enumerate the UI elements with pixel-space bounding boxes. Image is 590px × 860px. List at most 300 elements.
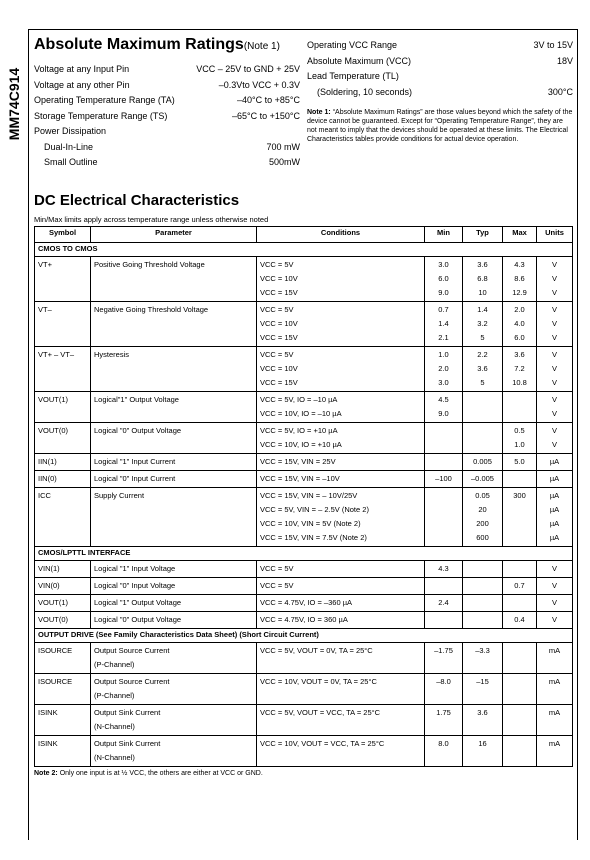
- cell-line: VCC = 5V: [260, 260, 294, 269]
- cell-line: 300: [513, 491, 526, 500]
- cell-line: V: [551, 395, 557, 404]
- section-title: CMOS TO CMOS: [35, 243, 573, 257]
- rating-row: [34, 124, 300, 140]
- max-cell: [503, 578, 537, 595]
- rating-row: [34, 62, 300, 78]
- cell-line: VCC = 15V: [260, 333, 298, 342]
- typ-cell: [463, 392, 503, 423]
- table-row: [35, 595, 573, 612]
- units-cell: [537, 347, 573, 392]
- conditions-cell: [257, 454, 425, 471]
- symbol-text: ISINK: [38, 708, 58, 717]
- units-cell: [537, 257, 573, 302]
- rating-row: [307, 85, 573, 101]
- cell-line: VCC = 10V: [260, 364, 298, 373]
- cell-line: V: [551, 409, 557, 418]
- parameter-cell: [91, 595, 257, 612]
- parameter-cell: [91, 643, 257, 674]
- conditions-cell: [257, 578, 425, 595]
- cell-line: 1.4: [477, 305, 488, 314]
- rating-label: Operating VCC Range: [307, 40, 398, 50]
- typ-cell: [463, 705, 503, 736]
- cell-line: 8.0: [438, 739, 449, 748]
- dc-characteristics: [34, 192, 572, 777]
- rating-row: [34, 109, 300, 125]
- conditions-cell: [257, 488, 425, 547]
- rating-value: –0.3Vto VCC + 0.3V: [218, 79, 300, 90]
- units-cell: [537, 674, 573, 705]
- cell-line: VCC = 5V: [260, 581, 294, 590]
- cell-line: 8.6: [514, 274, 525, 283]
- typ-cell: [463, 561, 503, 578]
- cell-line: 600: [476, 533, 489, 542]
- cell-line: µA: [549, 519, 560, 528]
- conditions-cell: [257, 423, 425, 454]
- cell-line: 3.0: [438, 378, 449, 387]
- conditions-cell: [257, 674, 425, 705]
- typ-cell: [463, 423, 503, 454]
- cell-line: V: [551, 319, 557, 328]
- conditions-cell: [257, 392, 425, 423]
- rating-row: [307, 69, 573, 85]
- section-title: CMOS/LPTTL INTERFACE: [35, 547, 573, 561]
- top-rule: [28, 29, 578, 30]
- min-cell: [425, 347, 463, 392]
- symbol-cell: [35, 595, 91, 612]
- cell-line: 4.0: [514, 319, 525, 328]
- column-header: Parameter: [91, 227, 257, 243]
- max-cell: [503, 595, 537, 612]
- cell-line: mA: [548, 739, 561, 748]
- parameter-cell: [91, 392, 257, 423]
- max-cell: [503, 471, 537, 488]
- rating-label: Voltage at any other Pin: [34, 79, 130, 90]
- parameter-text: Logical "0" Output Voltage: [94, 615, 182, 624]
- cell-line: 0.7: [438, 305, 449, 314]
- cell-line: mA: [548, 677, 561, 686]
- min-cell: [425, 595, 463, 612]
- cell-line: mA: [548, 646, 561, 655]
- max-cell: [503, 454, 537, 471]
- cell-line: 0.5: [514, 426, 525, 435]
- rating-row: [34, 140, 300, 156]
- conditions-cell: [257, 736, 425, 767]
- max-cell: [503, 643, 537, 674]
- cell-line: 1.4: [438, 319, 449, 328]
- cell-line: 2.0: [514, 305, 525, 314]
- symbol-text: VOUT(1): [38, 598, 68, 607]
- parameter-text: Negative Going Threshold Voltage: [94, 305, 209, 314]
- cell-line: 4.5: [438, 395, 449, 404]
- symbol-cell: [35, 302, 91, 347]
- cell-line: VCC = 4.75V, IO = 360 µA: [260, 615, 348, 624]
- cell-line: VCC = 15V, VIN = 25V: [260, 457, 336, 466]
- note-1-text: “Absolute Maximum Ratings” are those values beyond which the safety of the device cannot be guaranteed. Except for “Operating Temperature Range”, they are not meant to imply that the devices should be operated at these limits. The Electrical Characteristics tables provide conditions for actual device operation.: [307, 109, 573, 143]
- rating-row: [307, 54, 573, 70]
- cell-line: 2.4: [438, 598, 449, 607]
- table-row: [35, 257, 573, 302]
- min-cell: [425, 392, 463, 423]
- dc-subtitle: Min/Max limits apply across temperature range unless otherwise noted: [34, 215, 269, 224]
- section-header-row: [35, 547, 573, 561]
- cell-line: VCC = 10V: [260, 319, 298, 328]
- symbol-cell: [35, 736, 91, 767]
- left-rule: [28, 29, 29, 840]
- note-1: [307, 108, 573, 144]
- cell-line: VCC = 5V, VOUT = VCC, TA = 25°C: [260, 708, 381, 717]
- cell-line: 1.0: [438, 350, 449, 359]
- min-cell: [425, 257, 463, 302]
- conditions-cell: [257, 595, 425, 612]
- cell-line: VCC = 10V, VIN = 5V (Note 2): [260, 519, 361, 528]
- symbol-cell: [35, 392, 91, 423]
- min-cell: [425, 471, 463, 488]
- cell-line: 0.05: [475, 491, 490, 500]
- symbol-cell: [35, 612, 91, 629]
- max-cell: [503, 257, 537, 302]
- column-header: Conditions: [257, 227, 425, 243]
- parameter-subtext: (P-Channel): [94, 660, 135, 669]
- typ-cell: [463, 736, 503, 767]
- cell-line: VCC = 5V, IO = –10 µA: [260, 395, 338, 404]
- conditions-cell: [257, 257, 425, 302]
- max-cell: [503, 392, 537, 423]
- parameter-text: Output Sink Current: [94, 708, 161, 717]
- cell-line: 6.0: [438, 274, 449, 283]
- cell-line: VCC = 10V, IO = +10 µA: [260, 440, 342, 449]
- parameter-text: Output Source Current: [94, 677, 170, 686]
- cell-line: 0.005: [473, 457, 492, 466]
- parameter-cell: [91, 257, 257, 302]
- symbol-cell: [35, 423, 91, 454]
- symbol-cell: [35, 561, 91, 578]
- typ-cell: [463, 612, 503, 629]
- column-header: Units: [537, 227, 573, 243]
- units-cell: [537, 612, 573, 629]
- cell-line: 3.2: [477, 319, 488, 328]
- conditions-cell: [257, 705, 425, 736]
- table-row: [35, 705, 573, 736]
- symbol-text: VT+ – VT–: [38, 350, 75, 359]
- rating-label: Dual-In-Line: [44, 141, 94, 152]
- cell-line: V: [551, 426, 557, 435]
- rating-label: Storage Temperature Range (TS): [34, 110, 168, 121]
- rating-value: 700 mW: [266, 141, 300, 152]
- typ-cell: [463, 488, 503, 547]
- typ-cell: [463, 471, 503, 488]
- max-cell: [503, 561, 537, 578]
- table-row: [35, 454, 573, 471]
- parameter-text: Output Sink Current: [94, 739, 161, 748]
- absolute-max-ratings-left: [34, 36, 300, 171]
- rating-label: Power Dissipation: [34, 126, 107, 136]
- dc-table-body: [35, 243, 573, 767]
- cell-line: V: [551, 260, 557, 269]
- cell-line: VCC = 5V, VOUT = 0V, TA = 25°C: [260, 646, 373, 655]
- cell-line: VCC = 4.75V, IO = –360 µA: [260, 598, 353, 607]
- symbol-text: IIN(0): [38, 474, 57, 483]
- conditions-cell: [257, 643, 425, 674]
- cell-line: 3.6: [477, 260, 488, 269]
- typ-cell: [463, 674, 503, 705]
- cell-line: VCC = 5V, IO = +10 µA: [260, 426, 338, 435]
- min-cell: [425, 423, 463, 454]
- rating-label: Absolute Maximum (VCC): [307, 55, 412, 66]
- symbol-text: IIN(1): [38, 457, 57, 466]
- cell-line: V: [551, 564, 557, 573]
- right-rule: [577, 29, 578, 840]
- parameter-text: Logical "0" Input Current: [94, 474, 176, 483]
- parameter-text: Supply Current: [94, 491, 145, 500]
- typ-cell: [463, 302, 503, 347]
- table-row: [35, 392, 573, 423]
- symbol-text: VIN(0): [38, 581, 60, 590]
- amr-right-list: [307, 38, 573, 100]
- rating-value: –40°C to +85°C: [237, 95, 300, 105]
- cell-line: V: [551, 598, 557, 607]
- conditions-cell: [257, 561, 425, 578]
- column-header: Min: [425, 227, 463, 243]
- cell-line: 2.0: [438, 364, 449, 373]
- cell-line: 5.0: [514, 457, 525, 466]
- parameter-text: Logical "1" Input Voltage: [94, 564, 176, 573]
- cell-line: 7.2: [514, 364, 525, 373]
- cell-line: 2.1: [438, 333, 449, 342]
- units-cell: [537, 454, 573, 471]
- note-2-text: Only one input is at ½ VCC, the others are either at VCC or GND.: [59, 770, 263, 777]
- column-header: Symbol: [35, 227, 91, 243]
- rating-value: 500mW: [268, 157, 300, 167]
- note-2: [34, 770, 572, 777]
- cell-line: V: [551, 274, 557, 283]
- symbol-text: VIN(1): [38, 564, 60, 573]
- cell-line: V: [551, 440, 557, 449]
- cell-line: V: [551, 615, 557, 624]
- min-cell: [425, 454, 463, 471]
- min-cell: [425, 736, 463, 767]
- parameter-cell: [91, 612, 257, 629]
- cell-line: –3.3: [475, 646, 490, 655]
- cell-line: VCC = 15V: [260, 288, 298, 297]
- amr-title: Absolute Maximum Ratings: [34, 36, 244, 53]
- rating-row: [34, 93, 300, 109]
- symbol-text: VOUT(1): [38, 395, 68, 404]
- section-title: OUTPUT DRIVE (See Family Characteristics Data Sheet) (Short Circuit Current): [35, 629, 573, 643]
- cell-line: 4.3: [438, 564, 449, 573]
- cell-line: VCC = 15V: [260, 378, 298, 387]
- note-1-label: Note 1:: [307, 109, 331, 116]
- table-row: [35, 347, 573, 392]
- min-cell: [425, 578, 463, 595]
- max-cell: [503, 302, 537, 347]
- cell-line: V: [551, 350, 557, 359]
- parameter-cell: [91, 471, 257, 488]
- cell-line: 20: [478, 505, 487, 514]
- amr-left-list: [34, 62, 300, 171]
- units-cell: [537, 392, 573, 423]
- cell-line: –1.75: [434, 646, 453, 655]
- min-cell: [425, 674, 463, 705]
- cell-line: 1.0: [514, 440, 525, 449]
- cell-line: µA: [549, 457, 560, 466]
- units-cell: [537, 705, 573, 736]
- rating-label: (Soldering, 10 seconds): [317, 86, 413, 97]
- table-row: [35, 736, 573, 767]
- max-cell: [503, 674, 537, 705]
- cell-line: 9.0: [438, 409, 449, 418]
- cell-line: 16: [478, 739, 487, 748]
- symbol-cell: [35, 454, 91, 471]
- rating-value: 3V to 15V: [533, 40, 573, 50]
- typ-cell: [463, 347, 503, 392]
- parameter-cell: [91, 347, 257, 392]
- parameter-cell: [91, 302, 257, 347]
- cell-line: VCC = 5V: [260, 564, 294, 573]
- parameter-text: Logical "1" Input Current: [94, 457, 176, 466]
- cell-line: V: [551, 364, 557, 373]
- cell-line: 12.9: [512, 288, 527, 297]
- parameter-cell: [91, 674, 257, 705]
- units-cell: [537, 488, 573, 547]
- symbol-text: ISOURCE: [38, 646, 73, 655]
- cell-line: 4.3: [514, 260, 525, 269]
- min-cell: [425, 561, 463, 578]
- typ-cell: [463, 578, 503, 595]
- section-header-row: [35, 243, 573, 257]
- symbol-text: VOUT(0): [38, 426, 68, 435]
- cell-line: 2.2: [477, 350, 488, 359]
- symbol-cell: [35, 471, 91, 488]
- parameter-text: Positive Going Threshold Voltage: [94, 260, 205, 269]
- units-cell: [537, 302, 573, 347]
- cell-line: V: [551, 305, 557, 314]
- absolute-max-ratings-right: [307, 38, 573, 144]
- cell-line: 3.6: [477, 708, 488, 717]
- cell-line: V: [551, 288, 557, 297]
- parameter-subtext: (N-Channel): [94, 722, 135, 731]
- parameter-text: Logical "0" Input Voltage: [94, 581, 176, 590]
- cell-line: 5: [480, 378, 485, 387]
- typ-cell: [463, 257, 503, 302]
- symbol-text: ISOURCE: [38, 677, 73, 686]
- parameter-text: Output Source Current: [94, 646, 170, 655]
- cell-line: 10.8: [512, 378, 527, 387]
- column-header: Max: [503, 227, 537, 243]
- units-cell: [537, 561, 573, 578]
- table-row: [35, 471, 573, 488]
- rating-value: 18V: [556, 55, 573, 66]
- cell-line: µA: [549, 474, 560, 483]
- parameter-cell: [91, 561, 257, 578]
- min-cell: [425, 612, 463, 629]
- symbol-text: ISINK: [38, 739, 58, 748]
- cell-line: VCC = 15V, VIN = – 10V/25V: [260, 491, 358, 500]
- symbol-text: VOUT(0): [38, 615, 68, 624]
- cell-line: VCC = 10V, IO = –10 µA: [260, 409, 342, 418]
- table-row: [35, 423, 573, 454]
- table-row: [35, 561, 573, 578]
- max-cell: [503, 705, 537, 736]
- cell-line: –0.005: [471, 474, 494, 483]
- cell-line: –8.0: [436, 677, 451, 686]
- parameter-subtext: (N-Channel): [94, 753, 135, 762]
- units-cell: [537, 736, 573, 767]
- amr-title-note: (Note 1): [243, 41, 280, 52]
- cell-line: –100: [435, 474, 452, 483]
- conditions-cell: [257, 347, 425, 392]
- cell-line: VCC = 15V, VIN = –10V: [260, 474, 340, 483]
- parameter-cell: [91, 578, 257, 595]
- dc-title: DC Electrical Characteristics: [34, 192, 240, 209]
- symbol-text: VT–: [38, 305, 52, 314]
- symbol-cell: [35, 347, 91, 392]
- parameter-cell: [91, 423, 257, 454]
- dc-table: [34, 226, 573, 767]
- cell-line: 1.75: [436, 708, 451, 717]
- conditions-cell: [257, 302, 425, 347]
- dc-header-row: [35, 227, 573, 243]
- table-row: [35, 612, 573, 629]
- cell-line: V: [551, 581, 557, 590]
- table-row: [35, 488, 573, 547]
- table-row: [35, 578, 573, 595]
- cell-line: 0.4: [514, 615, 525, 624]
- parameter-text: Hysteresis: [94, 350, 130, 359]
- symbol-cell: [35, 674, 91, 705]
- min-cell: [425, 488, 463, 547]
- cell-line: V: [551, 333, 557, 342]
- symbol-text: VT+: [38, 260, 52, 269]
- symbol-cell: [35, 643, 91, 674]
- rating-value: VCC – 25V to GND + 25V: [196, 64, 300, 74]
- rating-label: Operating Temperature Range (TA): [34, 95, 175, 105]
- max-cell: [503, 612, 537, 629]
- parameter-text: Logical "0" Output Voltage: [94, 426, 182, 435]
- max-cell: [503, 488, 537, 547]
- cell-line: 6.8: [477, 274, 488, 283]
- cell-line: 3.0: [438, 260, 449, 269]
- min-cell: [425, 643, 463, 674]
- note-2-label: Note 2:: [34, 770, 58, 777]
- parameter-text: Logical "1" Output Voltage: [94, 598, 182, 607]
- typ-cell: [463, 454, 503, 471]
- rating-label: Small Outline: [44, 157, 98, 167]
- cell-line: 3.6: [477, 364, 488, 373]
- conditions-cell: [257, 471, 425, 488]
- parameter-subtext: (P-Channel): [94, 691, 135, 700]
- units-cell: [537, 643, 573, 674]
- rating-row: [34, 78, 300, 94]
- rating-value: 300°C: [547, 86, 573, 97]
- parameter-text: Logical"1" Output Voltage: [94, 395, 179, 404]
- cell-line: 6.0: [514, 333, 525, 342]
- section-header-row: [35, 629, 573, 643]
- rating-row: [307, 38, 573, 54]
- cell-line: VCC = 5V: [260, 305, 294, 314]
- parameter-cell: [91, 736, 257, 767]
- cell-line: 10: [478, 288, 487, 297]
- cell-line: VCC = 10V, VOUT = VCC, TA = 25°C: [260, 739, 385, 748]
- cell-line: 9.0: [438, 288, 449, 297]
- symbol-cell: [35, 257, 91, 302]
- rating-label: Voltage at any Input Pin: [34, 64, 130, 74]
- rating-row: [34, 155, 300, 171]
- symbol-text: ICC: [38, 491, 51, 500]
- parameter-cell: [91, 488, 257, 547]
- cell-line: VCC = 5V, VIN = – 2.5V (Note 2): [260, 505, 369, 514]
- units-cell: [537, 423, 573, 454]
- units-cell: [537, 471, 573, 488]
